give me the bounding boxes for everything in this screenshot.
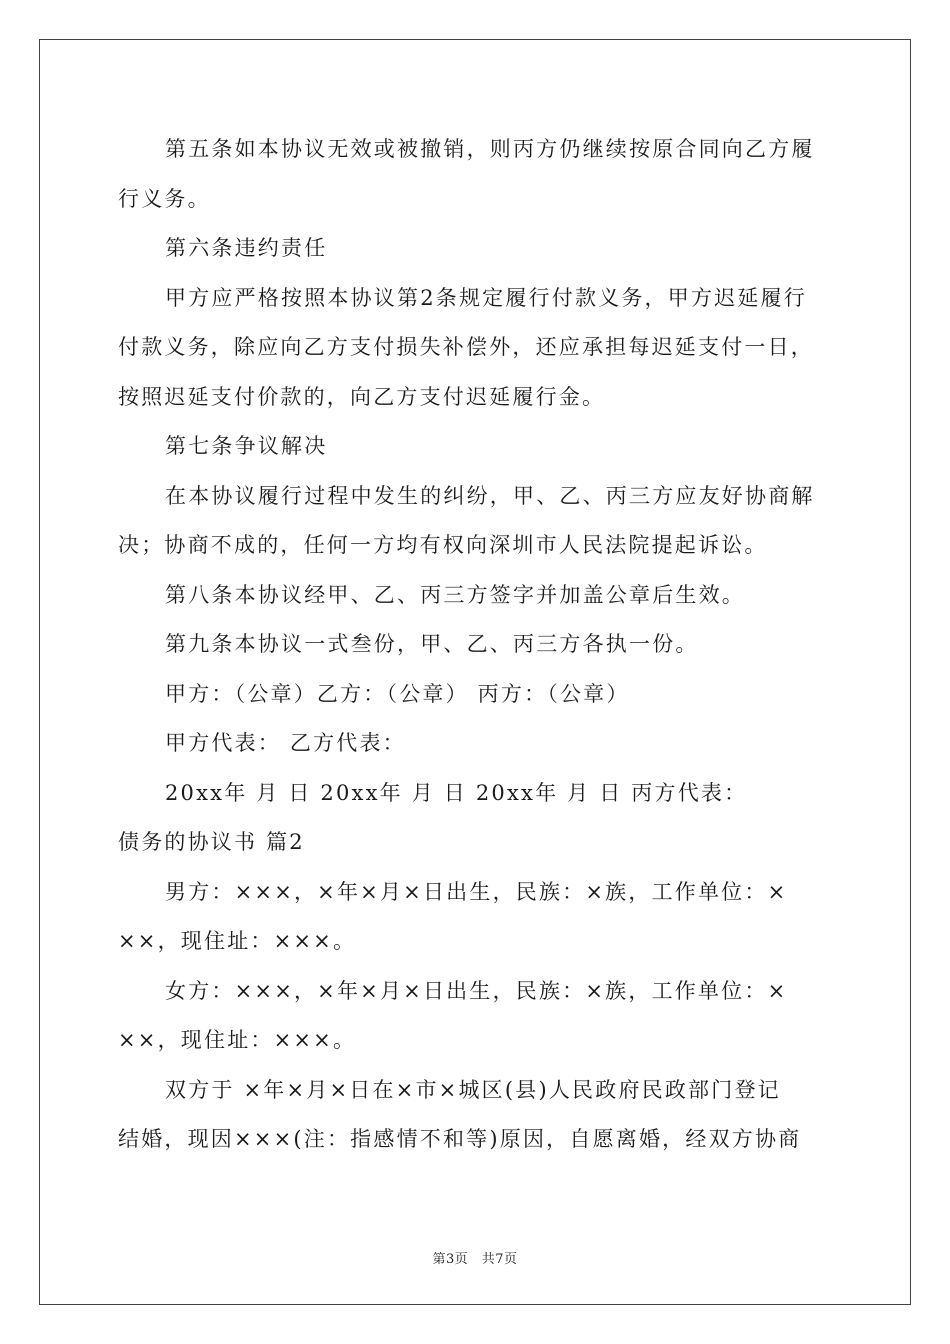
document-body xyxy=(118,125,834,1165)
text-line: 男方：×××，×年×月×日出生，民族：×族，工作单位：× xyxy=(165,879,788,904)
text-line: 第六条违约责任 xyxy=(165,236,328,260)
text-line: 结婚，现因×××(注：指感情不和等)原因，自愿离婚，经双方协商 xyxy=(118,1127,802,1151)
text-line: 在本协议履行过程中发生的纠纷，甲、乙、丙三方应友好协商解 xyxy=(165,483,815,508)
text-line: 决；协商不成的，任何一方均有权向深圳市人民法院提起诉讼。 xyxy=(118,533,768,557)
text-line: ××，现住址：×××。 xyxy=(118,929,357,953)
text-line: 第五条如本协议无效或被撤销，则丙方仍继续按原合同向乙方履 xyxy=(165,137,815,161)
text-line: 付款义务，除应向乙方支付损失补偿外，还应承担每迟延支付一日， xyxy=(118,335,814,359)
text-line: 20xx年 月 日 20xx年 月 日 20xx年 月 日 丙方代表： xyxy=(165,780,748,805)
text-line: 债务的协议书 篇2 xyxy=(118,830,305,854)
text-line: 甲方代表： 乙方代表： xyxy=(165,731,406,755)
text-line: ××，现住址：×××。 xyxy=(118,1028,357,1052)
text-line: 双方于 ×年×月×日在×市×城区(县)人民政府民政部门登记 xyxy=(165,1077,781,1102)
text-line: 按照迟延支付价款的，向乙方支付迟延履行金。 xyxy=(118,384,606,409)
text-line: 第八条本协议经甲、乙、丙三方签字并加盖公章后生效。 xyxy=(165,582,745,607)
text-line: 第七条争议解决 xyxy=(165,434,328,458)
text-line: 甲方应严格按照本协议第2条规定履行付款义务，甲方迟延履行 xyxy=(165,285,807,310)
text-line: 行义务。 xyxy=(118,186,211,211)
text-line: 甲方：（公章）乙方：（公章） 丙方：（公章） xyxy=(165,681,630,706)
text-line: 女方：×××，×年×月×日出生，民族：×族，工作单位：× xyxy=(165,978,788,1003)
text-line: 第九条本协议一式叁份，甲、乙、丙三方各执一份。 xyxy=(165,632,699,656)
page-footer: 第3页 共7页 xyxy=(432,1252,518,1267)
